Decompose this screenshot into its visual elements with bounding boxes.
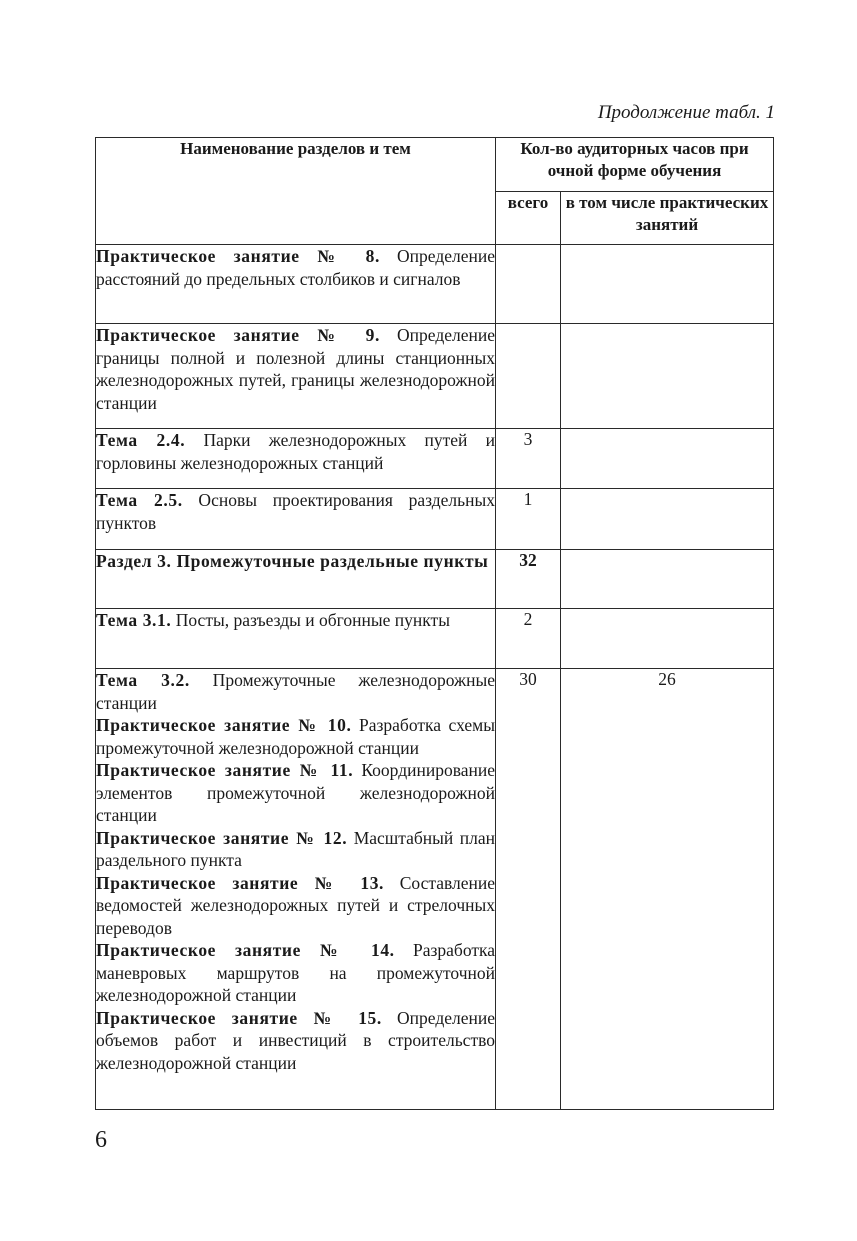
entry-text: Определение границы полной и полезной длины станционных железнодорожных путей, границы железнодорожной станции <box>96 325 495 413</box>
row-entry <box>96 759 495 827</box>
entry-text: Масштабный план раздельного пункта <box>96 827 495 870</box>
entry-text: Составление ведомостей железнодорожных путей и стрелочных переводов <box>96 872 495 938</box>
row-entry <box>96 1007 495 1075</box>
entry-heading: Практическое занятие № 12. <box>96 827 348 848</box>
total-hours-cell: 3 <box>496 429 561 489</box>
entry-heading: Тема 2.5. <box>96 490 183 510</box>
row-title-cell <box>96 245 496 324</box>
total-hours-cell <box>496 245 561 324</box>
row-entry <box>96 429 495 474</box>
practical-hours-cell <box>561 245 774 324</box>
page-number: 6 <box>95 1127 107 1153</box>
entry-text: Основы проектирования раздельных пунктов <box>96 490 495 533</box>
entry-heading: Практическое занятие № 8. <box>96 246 381 266</box>
entry-heading: Практическое занятие № 13. <box>96 872 385 893</box>
table-row <box>96 245 774 324</box>
row-entry <box>96 872 495 940</box>
table-row <box>96 429 774 489</box>
entry-text: Определение объемов работ и инвестиций в строительство железнодорожной станции <box>96 1007 495 1073</box>
header-total-column: всего <box>496 192 561 245</box>
row-title-cell <box>96 324 496 429</box>
row-entry <box>96 245 495 290</box>
entry-heading: Практическое занятие № 14. <box>96 940 395 960</box>
entry-text: Разработка схемы промежуточной железнодорожной станции <box>96 715 495 758</box>
row-entry <box>96 324 495 414</box>
row-entry <box>96 669 495 714</box>
total-hours-cell: 32 <box>496 550 561 609</box>
row-entry <box>96 609 495 632</box>
practical-hours-cell <box>561 550 774 609</box>
entry-heading: Тема 2.4. <box>96 430 186 450</box>
row-entry <box>96 489 495 534</box>
entry-heading: Тема 3.2. <box>96 670 190 690</box>
row-title-cell <box>96 429 496 489</box>
entry-heading: Практическое занятие № 11. <box>96 760 354 780</box>
entry-text: Координирование элементов промежуточной железнодорожной станции <box>96 760 495 825</box>
header-name-column: Наименование разделов и тем <box>96 138 496 245</box>
entry-text: Промежуточные железнодорожные станции <box>96 670 495 713</box>
practical-hours-cell: 26 <box>561 669 774 1110</box>
total-hours-cell: 1 <box>496 489 561 550</box>
table-caption: Продолжение табл. 1 <box>597 102 775 123</box>
total-hours-cell <box>496 324 561 429</box>
table-row <box>96 669 774 1110</box>
row-entry <box>96 550 495 573</box>
entry-text: Определение расстояний до предельных столбиков и сигналов <box>96 246 495 289</box>
row-entry <box>96 714 495 759</box>
row-title-cell <box>96 669 496 1110</box>
row-title-cell <box>96 550 496 609</box>
practical-hours-cell <box>561 609 774 669</box>
entry-text: Парки железнодорожных путей и горловины железнодорожных станций <box>96 430 495 473</box>
hours-table <box>95 137 774 1110</box>
row-entry <box>96 939 495 1007</box>
entry-heading: Тема 3.1. <box>96 610 172 630</box>
total-hours-cell: 2 <box>496 609 561 669</box>
header-hours-group: Кол-во аудиторных часов при очной форме обучения <box>496 138 774 192</box>
row-entry <box>96 827 495 872</box>
table-row <box>96 324 774 429</box>
practical-hours-cell <box>561 324 774 429</box>
row-title-cell <box>96 489 496 550</box>
practical-hours-cell <box>561 489 774 550</box>
entry-heading: Практическое занятие № 15. <box>96 1007 382 1028</box>
header-practical-column: в том числе практических занятий <box>561 192 774 245</box>
table-body <box>96 245 774 1110</box>
entry-heading: Практическое занятие № 10. <box>96 715 352 735</box>
practical-hours-cell <box>561 429 774 489</box>
table-row <box>96 550 774 609</box>
entry-heading: Практическое занятие № 9. <box>96 325 381 345</box>
table-row <box>96 489 774 550</box>
total-hours-cell: 30 <box>496 669 561 1110</box>
entry-text: Посты, разъезды и обгонные пункты <box>171 610 450 630</box>
row-title-cell <box>96 609 496 669</box>
entry-text: Разработка маневровых маршрутов на промежуточной железнодорожной станции <box>96 940 495 1005</box>
entry-heading: Раздел 3. Промежуточные раздельные пункты <box>96 551 489 571</box>
table-row <box>96 609 774 669</box>
